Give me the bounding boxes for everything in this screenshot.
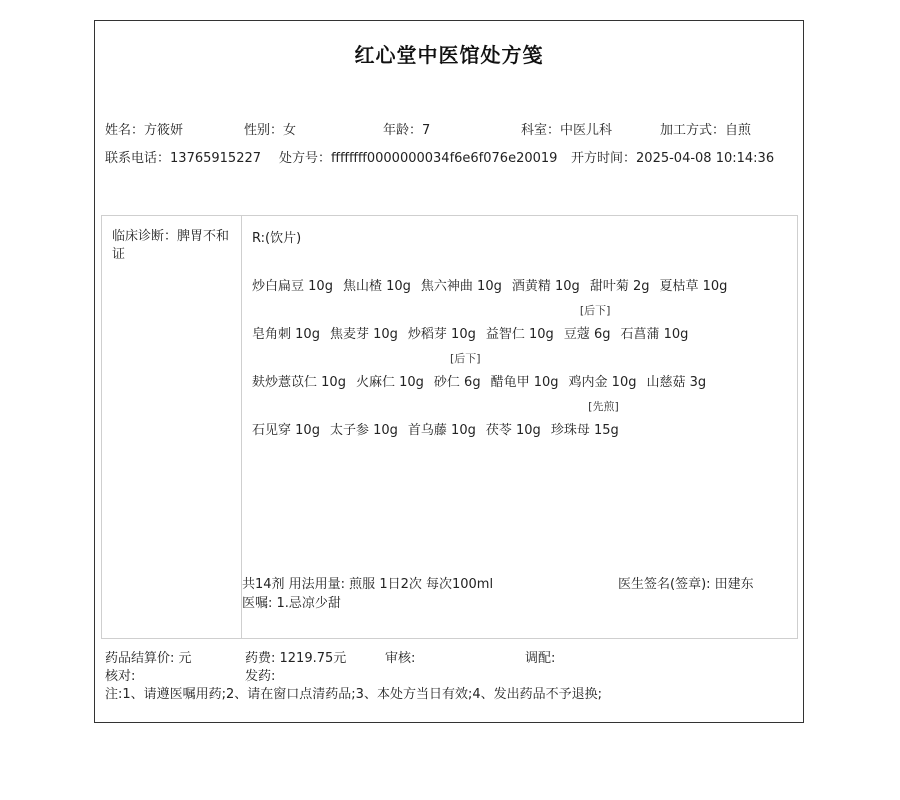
- herb-name: 砂仁: [433, 375, 460, 390]
- herb-name: 益智仁: [485, 327, 525, 342]
- patient-age-field: [383, 122, 430, 140]
- drug-fee: 药费: 1219.75元: [245, 651, 347, 666]
- herb-item: [356, 371, 424, 390]
- herb-dose: 10g: [317, 375, 346, 390]
- patient-gender-field: [244, 122, 296, 140]
- herb-name: 茯苓: [485, 423, 512, 438]
- process-method: 自煎: [725, 123, 752, 138]
- herb-item: [252, 275, 333, 294]
- herb-preparation-note: [后下]: [449, 352, 481, 365]
- herb-item: [252, 323, 320, 342]
- herb-dose: 10g: [511, 423, 541, 438]
- herb-item: [252, 371, 346, 390]
- diagnosis-cell: [102, 216, 242, 638]
- herb-dose: 10g: [381, 279, 411, 294]
- patient-gender: 女: [283, 123, 297, 138]
- herb-dose: 10g: [472, 279, 502, 294]
- herb-name: 首乌藤: [407, 423, 447, 438]
- rx-header: R:(饮片): [252, 231, 302, 246]
- herb-item: [491, 371, 559, 390]
- phone-field: [105, 150, 261, 168]
- herb-name: 麸炒薏苡仁: [252, 375, 318, 390]
- herb-item: [646, 371, 706, 390]
- herb-name: 珍珠母: [550, 423, 590, 438]
- dispense-field: 调配:: [525, 651, 556, 666]
- herb-line: [252, 400, 629, 439]
- herb-dose: 10g: [304, 279, 333, 294]
- check-field: 核对:: [105, 669, 136, 684]
- herb-dose: 10g: [368, 327, 398, 342]
- herb-dose: 15g: [589, 423, 619, 438]
- herb-item: [408, 323, 476, 342]
- herb-dose: 6g: [589, 327, 611, 342]
- herb-dose: 10g: [446, 423, 476, 438]
- rx-time: 2025-04-08 10:14:36: [636, 151, 775, 166]
- herb-dose: 10g: [529, 375, 559, 390]
- patient-name-field: [105, 122, 183, 140]
- footer-note: 注:1、请遵医嘱用药;2、请在窗口点清药品;3、本处方当日有效;4、发出药品不予退换;: [105, 687, 602, 702]
- herb-name: 石菖蒲: [620, 327, 660, 342]
- issue-field: 发药:: [245, 669, 276, 684]
- herb-name: 皂角刺: [252, 327, 292, 342]
- patient-dept: 中医儿科: [560, 123, 613, 138]
- herb-dose: 10g: [698, 279, 728, 294]
- herb-dose: 3g: [685, 375, 707, 390]
- herb-name: 焦麦芽: [329, 327, 369, 342]
- herb-name: 焦六神曲: [420, 279, 473, 294]
- herb-item: [421, 275, 502, 294]
- herb-dose: 2g: [628, 279, 650, 294]
- rx-number-field: [279, 150, 557, 168]
- prescription-form: [94, 20, 804, 723]
- herb-name: 石见穿: [252, 423, 292, 438]
- doctor-signature: 医生签名(签章): 田建东: [618, 577, 754, 592]
- herb-name: 酒黄精: [511, 279, 551, 294]
- patient-info-row-2: [105, 150, 795, 168]
- phone-number: 13765915227: [170, 151, 262, 166]
- herb-item: [550, 400, 619, 438]
- medical-advice: 医嘱: 1.忌凉少甜: [242, 596, 341, 611]
- herb-dose: 10g: [607, 375, 637, 390]
- herb-name: 太子参: [329, 423, 369, 438]
- herb-dose: 10g: [394, 375, 424, 390]
- herb-name: 火麻仁: [355, 375, 395, 390]
- phone-label: 联系电话 ：: [105, 151, 170, 166]
- prescription-body: [101, 215, 798, 639]
- footer-row-2: [105, 668, 795, 686]
- herb-item: [343, 275, 411, 294]
- rx-time-label: 开方时间 ：: [571, 151, 636, 166]
- herb-item: [590, 275, 650, 294]
- herb-item: [330, 419, 398, 438]
- process-method-label: 加工方式 ：: [660, 123, 725, 138]
- herb-preparation-note: [先煎]: [588, 400, 619, 413]
- patient-name: 方筱妍: [144, 123, 184, 138]
- herb-dose: 10g: [524, 327, 554, 342]
- herb-item: [569, 371, 637, 390]
- herb-dose: 10g: [446, 327, 476, 342]
- herb-dose: 10g: [368, 423, 398, 438]
- herb-name: 醋龟甲: [490, 375, 530, 390]
- patient-name-label: 姓名 ：: [105, 123, 144, 138]
- herb-dose: 10g: [291, 423, 320, 438]
- herb-item: [486, 323, 554, 342]
- diagnosis-label: 临床诊断 ：: [112, 229, 177, 244]
- herb-dose: 6g: [459, 375, 481, 390]
- patient-age: 7: [422, 123, 431, 138]
- herb-item: [563, 304, 611, 342]
- herb-item: [486, 419, 541, 438]
- herb-item: [620, 323, 688, 342]
- herb-item: [659, 275, 727, 294]
- diagnosis-value: 脾胃不和证: [112, 229, 230, 262]
- herb-line: [252, 275, 737, 295]
- herb-dose: 10g: [550, 279, 580, 294]
- herb-item: [252, 419, 320, 438]
- page-title: 红心堂中医馆处方笺: [354, 43, 544, 67]
- herb-name: 鸡内金: [568, 375, 608, 390]
- prescription-cell: [242, 216, 797, 638]
- herb-item: [512, 275, 580, 294]
- herb-name: 炒稻芽: [407, 327, 447, 342]
- rx-time-field: [571, 150, 774, 168]
- review-field: 审核:: [385, 651, 416, 666]
- herb-item: [330, 323, 398, 342]
- herb-name: 甜叶菊: [589, 279, 629, 294]
- herb-line: [252, 352, 716, 391]
- herb-name: 炒白扁豆: [252, 279, 305, 294]
- patient-dept-field: [521, 122, 612, 140]
- patient-age-label: 年龄 ：: [383, 123, 422, 138]
- patient-info-row-1: [105, 122, 795, 140]
- herb-name: 焦山楂: [342, 279, 382, 294]
- herb-item: [408, 419, 476, 438]
- herb-name: 豆蔻: [563, 327, 590, 342]
- footer-row-1: [105, 650, 795, 668]
- herb-dose: 10g: [291, 327, 320, 342]
- herb-line: [252, 304, 698, 343]
- patient-gender-label: 性别 ：: [244, 123, 283, 138]
- herb-name: 夏枯草: [659, 279, 699, 294]
- herb-item: [433, 352, 481, 390]
- usage-text: 共14剂 用法用量: 煎服 1日2次 每次100ml: [242, 577, 494, 592]
- patient-dept-label: 科室 ：: [521, 123, 560, 138]
- process-method-field: [660, 122, 751, 140]
- settle-price: 药品结算价: 元: [105, 651, 192, 666]
- rx-number-label: 处方号 ：: [279, 151, 331, 166]
- herb-preparation-note: [后下]: [579, 304, 611, 317]
- herb-dose: 10g: [659, 327, 689, 342]
- rx-number: ffffffff0000000034f6e6f076e20019: [331, 151, 558, 166]
- herb-name: 山慈菇: [646, 375, 686, 390]
